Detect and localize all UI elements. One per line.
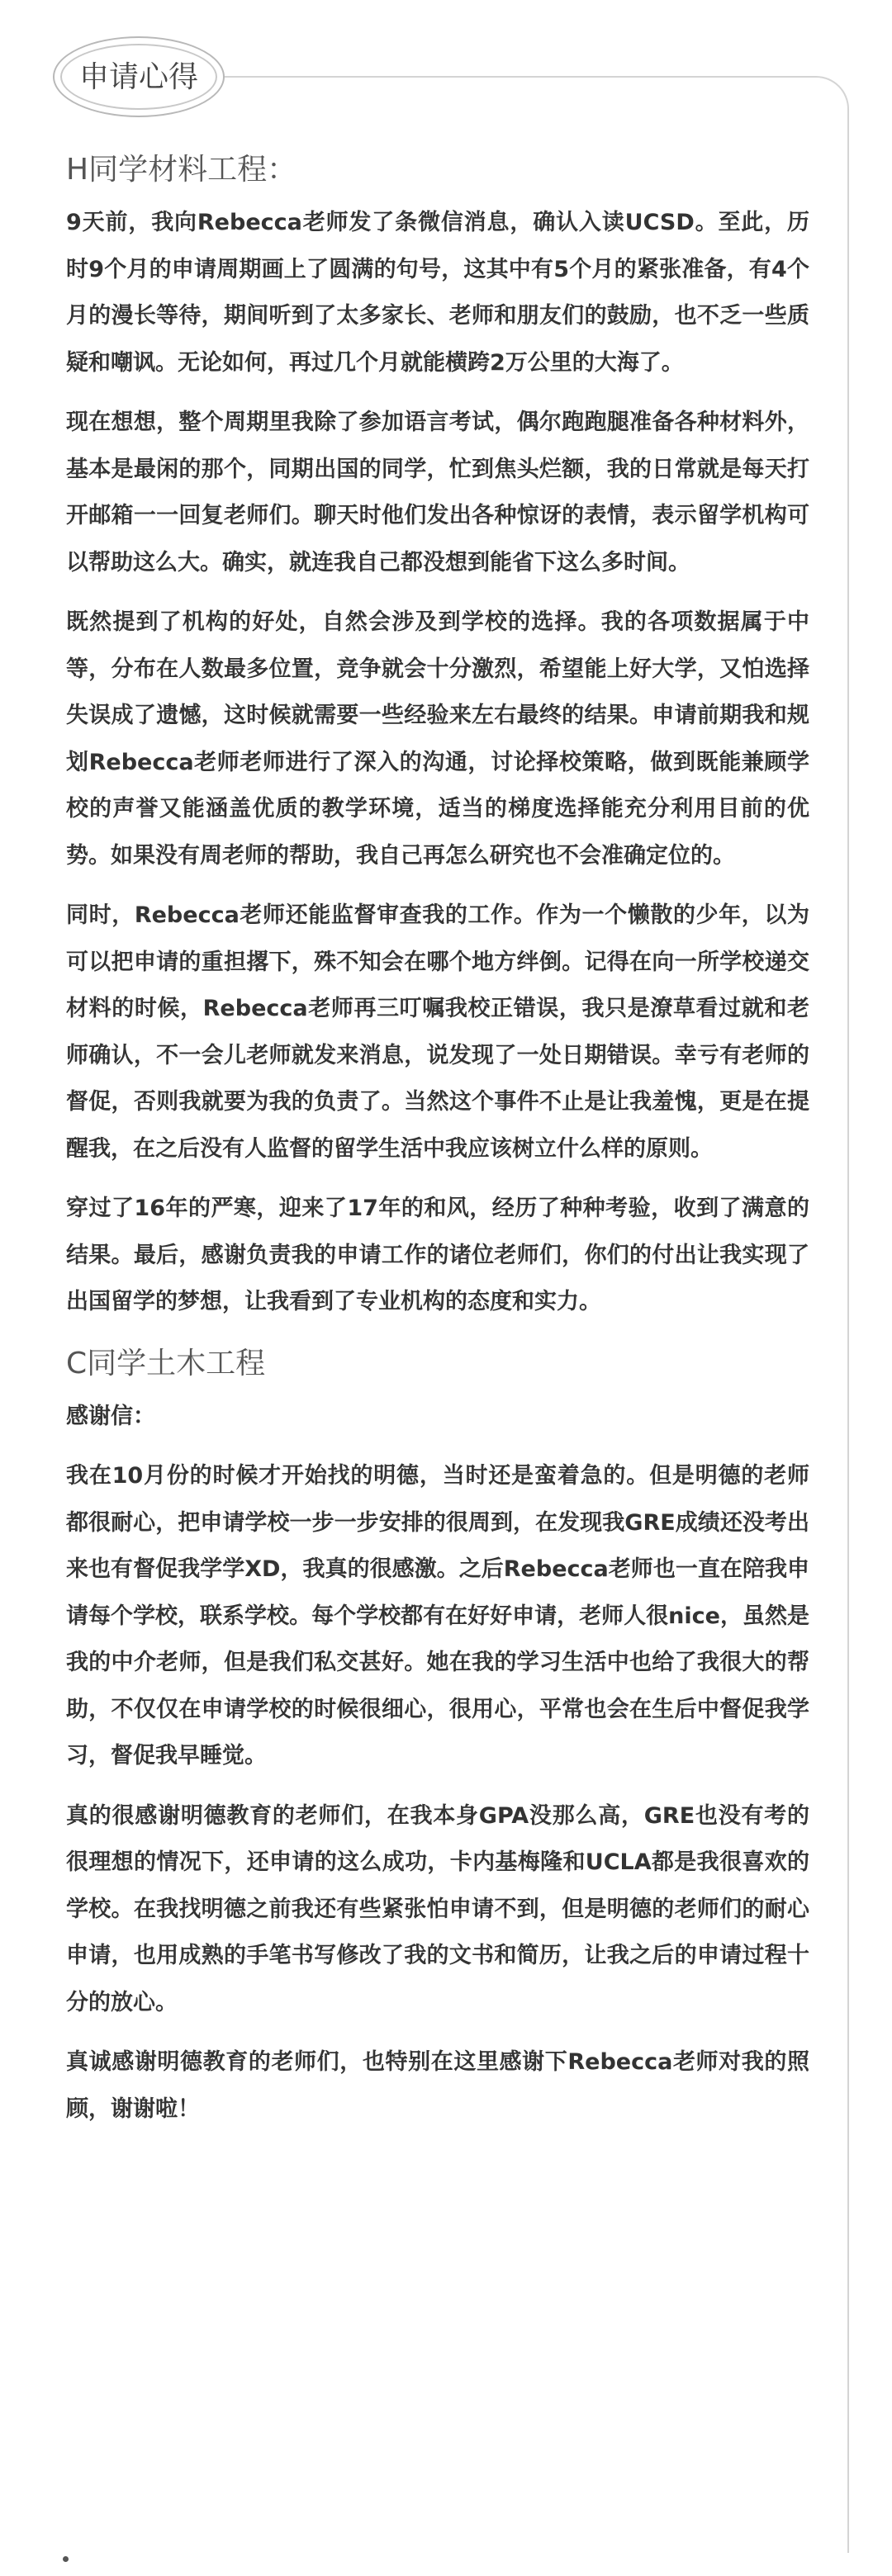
heading-badge bbox=[53, 36, 225, 117]
page-title: 申请心得 bbox=[78, 60, 198, 94]
article-body bbox=[66, 145, 809, 2146]
paragraph: 现在想想，整个周期里我除了参加语言考试，偶尔跑跑腿准备各种材料外，基本是最闲的那个，同期出国的同学，忙到焦头烂额，我的日常就是每天打开邮箱一一回复老师们。聊天时他们发出各种惊讶的表情，表示留学机构可以帮助这么大。确实，就连我自己都没想到能省下这么多时间。 bbox=[66, 410, 809, 575]
paragraph: 真的很感谢明德教育的老师们，在我本身GPA没那么高，GRE也没有考的很理想的情况下，还申请的这么成功，卡内基梅隆和UCLA都是我很喜欢的学校。在我找明德之前我还有些紧张怕申请不到，但是明德的老师们的耐心申请，也用成熟的手笔书写修改了我的文书和简历，让我之后的申请过程十分的放心。 bbox=[66, 1802, 809, 2015]
corner-dot bbox=[63, 2556, 69, 2562]
section-title: H同学材料工程： bbox=[66, 153, 297, 187]
paragraph: 我在10月份的时候才开始找的明德，当时还是蛮着急的。但是明德的老师都很耐心，把申请学校一步一步安排的很周到，在发现我GRE成绩还没考出来也有督促我学学XD，我真的很感激。之后Rebecca老师也一直在陪我申请每个学校，联系学校。每个学校都有在好好申请，老师人很nice，虽然是我的中介老师，但是我们私交甚好。她在我的学习生活中也给了我很大的帮助，不仅仅在申请学校的时候很细心，很用心，平常也会在生后中督促我学习，督促我早睡觉。 bbox=[66, 1463, 809, 1769]
paragraph: 同时，Rebecca老师还能监督审查我的工作。作为一个懒散的少年，以为可以把申请的重担撂下，殊不知会在哪个地方绊倒。记得在向一所学校递交材料的时候，Rebecca老师再三叮嘱我校正错误，我只是潦草看过就和老师确认，不一会儿老师就发来消息，说发现了一处日期错误。幸亏有老师的督促，否则我就要为我的负责了。当然这个事件不止是让我羞愧，更是在提醒我，在之后没有人监督的留学生活中我应该树立什么样的原则。 bbox=[66, 902, 809, 1162]
paragraph: 穿过了16年的严寒，迎来了17年的和风，经历了种种考验，收到了满意的结果。最后，感谢负责我的申请工作的诸位老师们，你们的付出让我实现了出国留学的梦想，让我看到了专业机构的态度和实力。 bbox=[66, 1196, 809, 1314]
paragraph: 既然提到了机构的好处，自然会涉及到学校的选择。我的各项数据属于中等，分布在人数最多位置，竞争就会十分激烈，希望能上好大学，又怕选择失误成了遗憾，这时候就需要一些经验来左右最终的结果。申请前期我和规划Rebecca老师老师进行了深入的沟通，讨论择校策略，做到既能兼顾学校的声誉又能涵盖优质的教学环境，适当的梯度选择能充分利用目前的优势。如果没有周老师的帮助，我自己再怎么研究也不会准确定位的。 bbox=[66, 609, 809, 869]
section-title: C同学土木工程 bbox=[66, 1346, 266, 1380]
paragraph: 真诚感谢明德教育的老师们，也特别在这里感谢下Rebecca老师对我的照顾，谢谢啦！ bbox=[66, 2049, 809, 2122]
section-c-student bbox=[66, 1339, 809, 2133]
paragraph: 9天前，我向Rebecca老师发了条微信消息，确认入读UCSD。至此，历时9个月的申请周期画上了圆满的句号，这其中有5个月的紧张准备，有4个月的漫长等待，期间听到了太多家长、老师和朋友们的鼓励，也不乏一些质疑和嘲讽。无论如何，再过几个月就能横跨2万公里的大海了。 bbox=[66, 210, 809, 376]
paragraph: 感谢信： bbox=[66, 1403, 155, 1429]
section-h-student bbox=[66, 145, 809, 1326]
